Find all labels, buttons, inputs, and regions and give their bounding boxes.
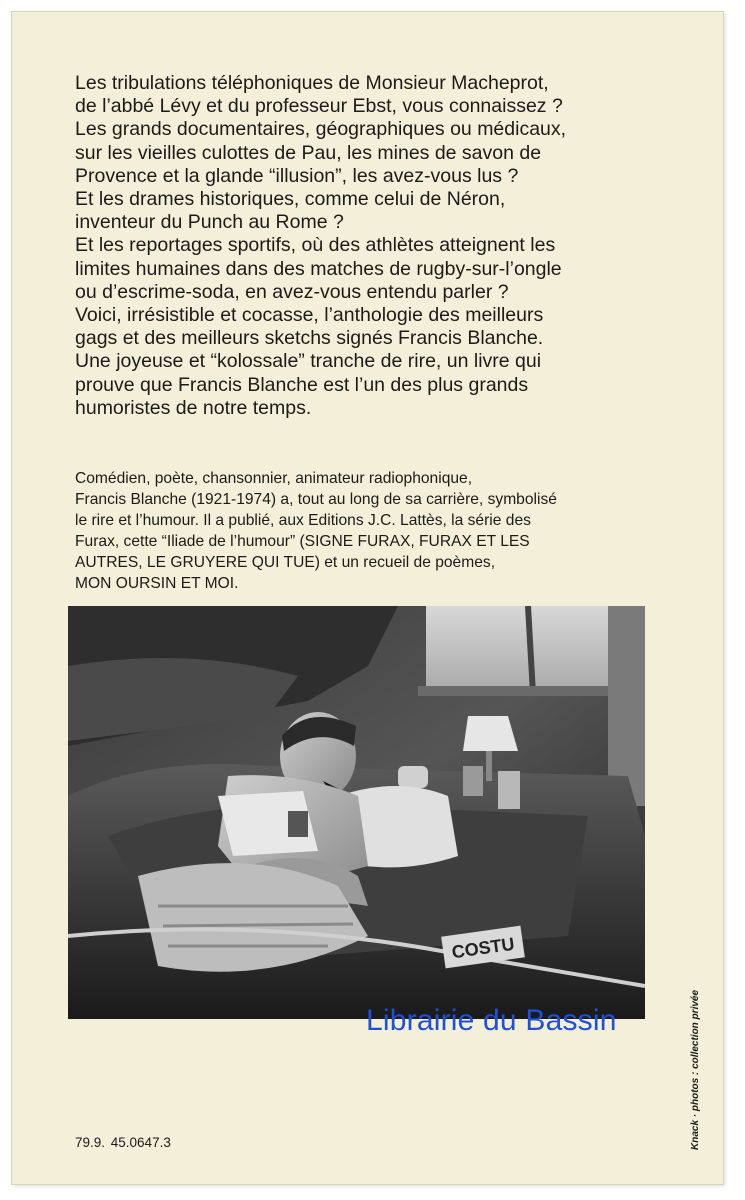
blurb-line: ou d’escrime-soda, en avez-vous entendu parler ? xyxy=(75,280,509,303)
blurb-line: Voici, irrésistible et cocasse, l’anthologie des meilleurs xyxy=(75,304,544,327)
blurb-line: limites humaines dans des matches de rugby-sur-l’ongle xyxy=(75,257,562,280)
bio-line: Francis Blanche (1921-1974) a, tout au long de sa carrière, symbolisé xyxy=(75,491,557,508)
blurb-line: prouve que Francis Blanche est l’un des plus grands xyxy=(75,373,529,396)
blurb-line: de l’abbé Lévy et du professeur Ebst, vous connaissez ? xyxy=(75,95,563,118)
bio-line: AUTRES, LE GRUYERE QUI TUE) et un recueil de poèmes, xyxy=(75,554,496,571)
blurb-line: Provence et la glande “illusion”, les avez-vous lus ? xyxy=(75,164,519,187)
blurb-line: inventeur du Punch au Rome ? xyxy=(75,211,344,234)
bio-line: Furax, cette “Iliade de l’humour” (SIGNE FURAX, FURAX ET LES xyxy=(75,533,530,550)
isbn-number: 79.9. 45.0647.3 xyxy=(75,1135,171,1150)
blurb-line: sur les vieilles culottes de Pau, les mines de savon de xyxy=(75,141,542,164)
blurb-paragraph xyxy=(75,72,675,420)
blurb-line: Et les reportages sportifs, où des athlètes atteignent les xyxy=(75,234,556,257)
bio-line: Comédien, poète, chansonnier, animateur radiophonique, xyxy=(75,470,473,487)
license-plate-text: COSTU xyxy=(450,933,516,963)
blurb-line: Les tribulations téléphoniques de Monsieur Macheprot, xyxy=(75,72,549,94)
bio-line: MON OURSIN ET MOI. xyxy=(75,575,239,592)
blurb-line: Les grands documentaires, géographiques ou médicaux, xyxy=(75,118,567,141)
blurb-line: humoristes de notre temps. xyxy=(75,396,312,419)
blurb-line: Une joyeuse et “kolossale” tranche de rire, un livre qui xyxy=(75,350,542,373)
blurb-line: gags et des meilleurs sketchs signés Francis Blanche. xyxy=(75,327,544,350)
watermark-text: Librairie du Bassin xyxy=(366,1004,617,1037)
blurb-line: Et les drames historiques, comme celui de Néron, xyxy=(75,188,506,211)
bio-line: le rire et l’humour. Il a publié, aux Editions J.C. Lattès, la série des xyxy=(75,512,531,529)
author-bio xyxy=(75,468,675,594)
author-photo xyxy=(68,606,645,1019)
photo-credit: Knack · photos : collection privée xyxy=(690,989,701,1150)
